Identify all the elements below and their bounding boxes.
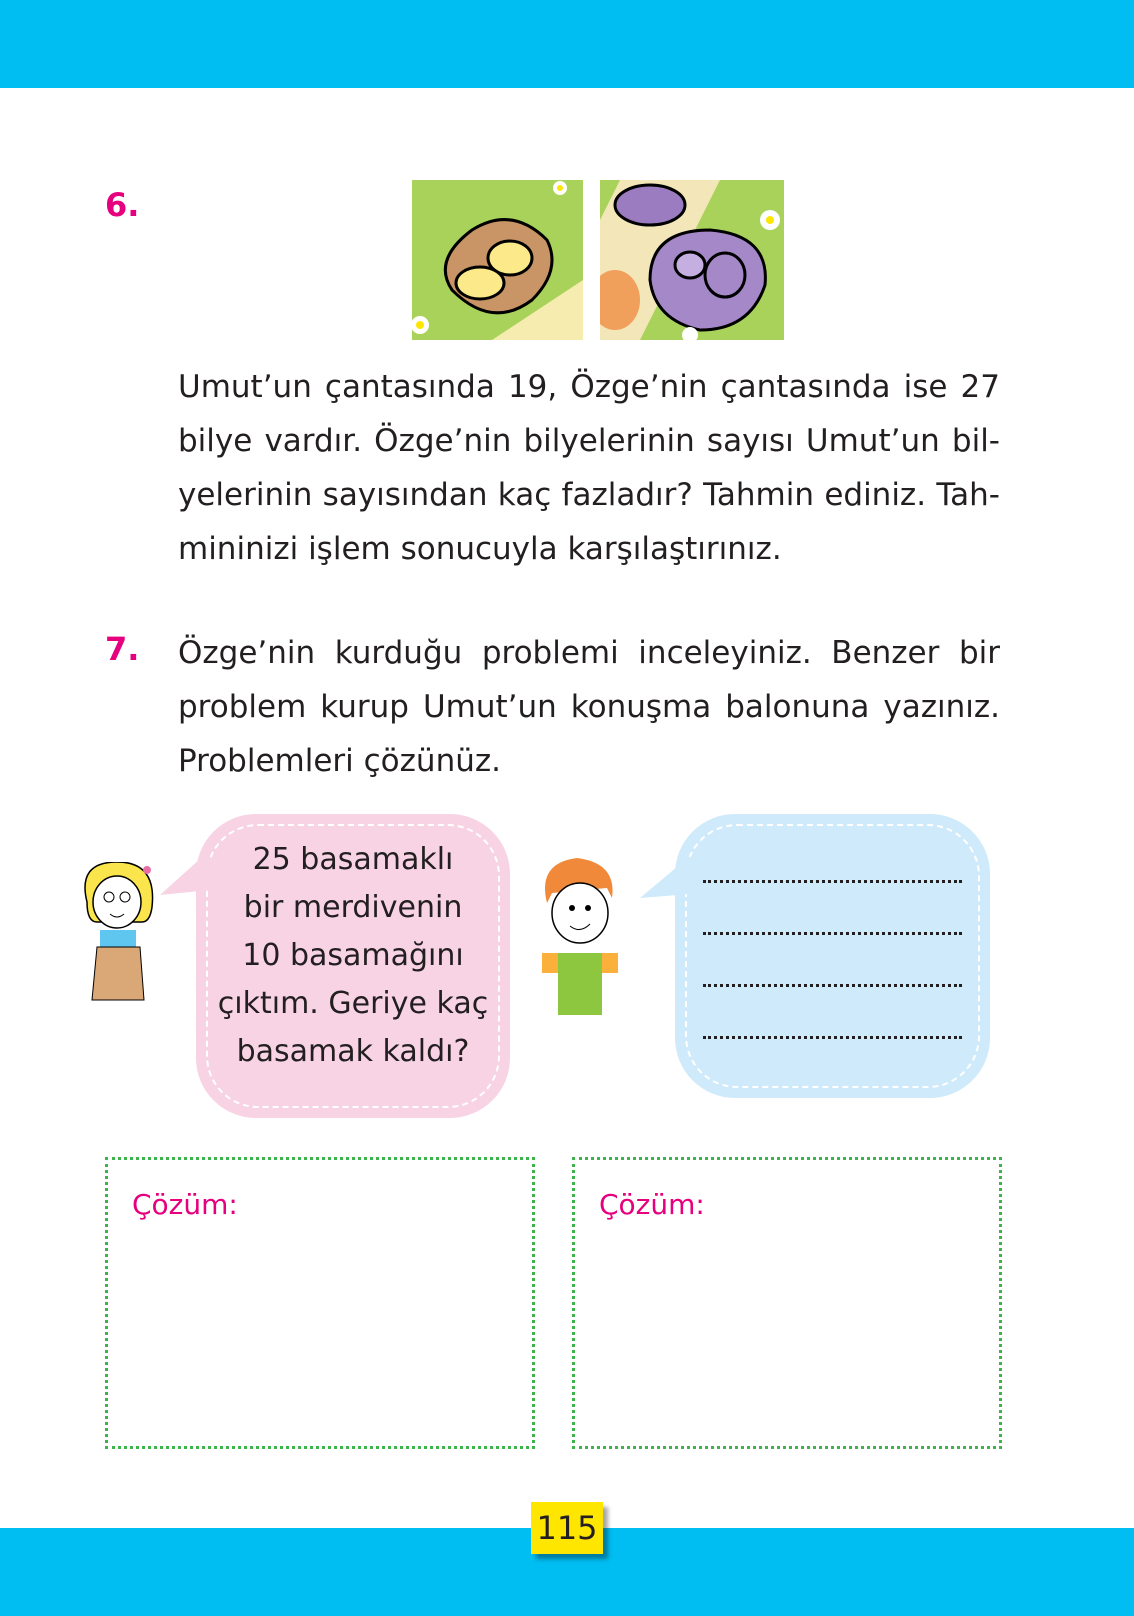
question-7-text [178,626,1000,788]
q7-line: Problemleri çözünüz. [178,743,501,779]
umut-speech-bubble[interactable] [675,814,990,1098]
girl-illustration [72,862,172,1006]
top-banner [0,0,1134,88]
bubble-line: bir merdivenin [243,890,463,925]
umut-bag-image [412,180,583,340]
page-number: 115 [531,1502,603,1554]
q6-line: bilye vardır. Özge’nin bilyelerinin sayısı Umut’un bil- [178,423,1000,459]
ozge-bag-image [600,180,784,340]
q7-line: problem kurup Umut’un konuşma balonuna yazınız. [178,689,1000,725]
q6-line: Umut’un çantasında 19, Özge’nin çantasında ise 27 [178,369,1000,405]
blue-bubble-tail [640,856,690,906]
answer-line-3[interactable] [703,984,962,987]
ozge-speech-bubble [196,814,510,1118]
question-7-number: 7. [105,630,140,668]
solution-label: Çözüm: [132,1188,238,1221]
answer-line-2[interactable] [703,932,962,935]
q6-line: yelerinin sayısından kaç fazladır? Tahmin ediniz. Tah- [178,477,1000,513]
pink-bubble-tail [160,850,210,900]
boy-illustration [522,858,647,1022]
question-6-number: 6. [105,186,140,224]
solution-box-2[interactable] [572,1157,1002,1449]
bubble-line: 10 basamağını [242,938,464,973]
solution-label: Çözüm: [599,1188,705,1221]
answer-line-1[interactable] [703,880,962,883]
bubble-line: 25 basamaklı [252,842,454,877]
q7-line: Özge’nin kurduğu problemi inceleyiniz. Benzer bir [178,635,1000,671]
solution-box-1[interactable] [105,1157,535,1449]
bubble-line: basamak kaldı? [236,1034,470,1069]
bubble-line: çıktım. Geriye kaç [217,986,489,1021]
q6-line: mininizi işlem sonucuyla karşılaştırınız. [178,531,782,567]
question-6-text [178,360,1000,576]
answer-line-4[interactable] [703,1036,962,1039]
